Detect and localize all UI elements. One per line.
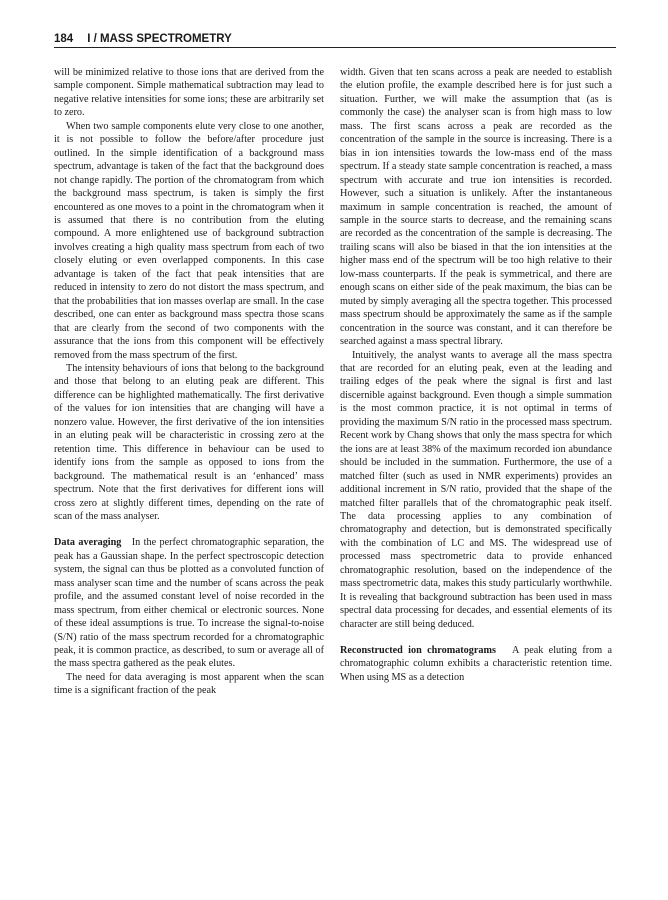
left-paragraph-1: will be minimized relative to those ions that are derived from the sample component. Simple mathematical subtraction may lead to negative relative intensities for some ions; these are arbitrarily set to zero. <box>54 67 324 119</box>
right-paragraph-2: Intuitively, the analyst wants to average all the mass spectra that are recorded for an eluting peak, even at the leading and trailing edges of the peak where the signal is first and last discernible against background. Even though a simple summation is the most common practice, it is not optimal in terms of providing the maximum S/N ratio in the processed mass spectrum. Recent work by Chang shows that only the mass spectra for which the ions are at least 38% of the maximum recorded ion abundance should be included in the summation. Furthermore, the use of a matched filter (such as used in NMR experiments) provides an additional increment in S/N ratio, provided that the shape of the matched filter parallels that of the chromatographic peak itself. The data processing applies to any combination of chromatography and detection, but is demonstrated specifically with the combination of LC and MS. The widespread use of processed mass spectrometric data to provide enhanced chromatographic resolution, based on the independence of the mass spectrometric data, makes this study particularly worthwhile. It is revealing that background subtraction has been used in mass spectral data processing for decades, and essential elements of its character are still being deduced. <box>340 349 612 630</box>
right-column <box>340 66 612 684</box>
header-rule <box>54 47 616 48</box>
section-heading-reconstructed-ion-chromatograms: Reconstructed ion chromatograms <box>340 645 496 657</box>
running-title: I / MASS SPECTROMETRY <box>87 33 232 45</box>
left-column <box>54 66 324 698</box>
right-paragraph-3 <box>340 644 612 684</box>
running-header <box>54 30 616 48</box>
right-paragraph-1: width. Given that ten scans across a peak are needed to establish the elution profile, the example described here is for just such a situation. Further, we will make the assumption that (as is commonly the case) the analyser scan is from high mass to low mass. The first scans across a peak are recorded as the concentration of the sample in the source is increasing. There is a bias in ion intensities towards the low-mass end of the mass spectrum. If a steady state sample concentration is reached, a mass spectrum with accurate and true ion intensities is recorded. However, such a situation is unlikely. After the instantaneous maximum in sample concentration is reached, the amount of sample in the source starts to decrease, and the remaining scans are recorded as the concentration of the sample is decreasing. The trailing scans will also be biased in that the ion intensities at the higher mass end of the spectrum will be too high relative to their low-mass counterparts. If the peak is symmetrical, and there are enough scans on either side of the peak maximum, the bias can be muted by simply averaging all the spectra together. This processed mass spectrum should be approximately the same as if the sample concentration in the source was constant, and it can therefore be searched against a mass spectral library. <box>340 67 612 348</box>
left-paragraph-3: The intensity behaviours of ions that belong to the background and those that belong to an eluting peak are different. This difference can be highlighted mathematically. The first derivative of the values for ion intensities that are changing will have a nonzero value. However, the first derivative of the ion intensities in an eluting peak will be characteristic in crossing zero at the retention time. This difference in behaviour can be used to identify ions from the sample as opposed to ions from the background. The mathematical result is an ‘enhanced’ mass spectrum. Note that the first derivatives for different ions will cross zero at slightly different times, depending on the rate of scan of the mass analyser. <box>54 362 324 522</box>
left-paragraph-5: The need for data averaging is most apparent when the scan time is a significant fraction of the peak <box>54 671 324 697</box>
section-heading-data-averaging: Data averaging <box>54 537 122 549</box>
page-number: 184 <box>54 33 74 45</box>
right-paragraph-3-text: A peak eluting from a chromatographic column exhibits a characteristic retention time. When using MS as a detection <box>340 645 612 683</box>
left-paragraph-2: When two sample components elute very close to one another, it is not possible to follow the before/after procedure just outlined. In the simple identification of a background mass spectrum, advantage is taken of the fact that the background does not change rapidly. The portion of the chromatogram from which the background mass spectrum, is taken is simply the first encountered as one moves to a point in the chromatogram when it is assumed that there is no contribution from the eluting compound. A more enlightened use of background subtraction involves creating a high quality mass spectrum from each of two closely eluting or even overlapped components. In this case advantage is taken of the fact that peak intensities that are reduced in intensity to zero do not distort the mass spectrum, and that the probabilities that ion masses overlap are small. In the case described, one can enter as background mass spectra those scans that are clearly from the second of two components with the assurance that the ions from this component will be effectively removed from the mass spectrum of the first. <box>54 120 324 361</box>
left-paragraph-4 <box>54 536 324 671</box>
left-paragraph-4-text: In the perfect chromatographic separation, the peak has a Gaussian shape. In the perfect spectroscopic detection system, the signal can thus be plotted as a convoluted function of mass analyser scan time and the number of scans across the peak profile, and the assumed constant level of noise recorded in the mass spectrum, from either chemical or electronic sources. None of these ideal assumptions is true. To increase the signal-to-noise (S/N) ratio of the mass spectrum recorded for a chromatographic peak, it is common practice, as described, to sum or average all of the mass spectra gathered as the peak elutes. <box>54 537 324 670</box>
